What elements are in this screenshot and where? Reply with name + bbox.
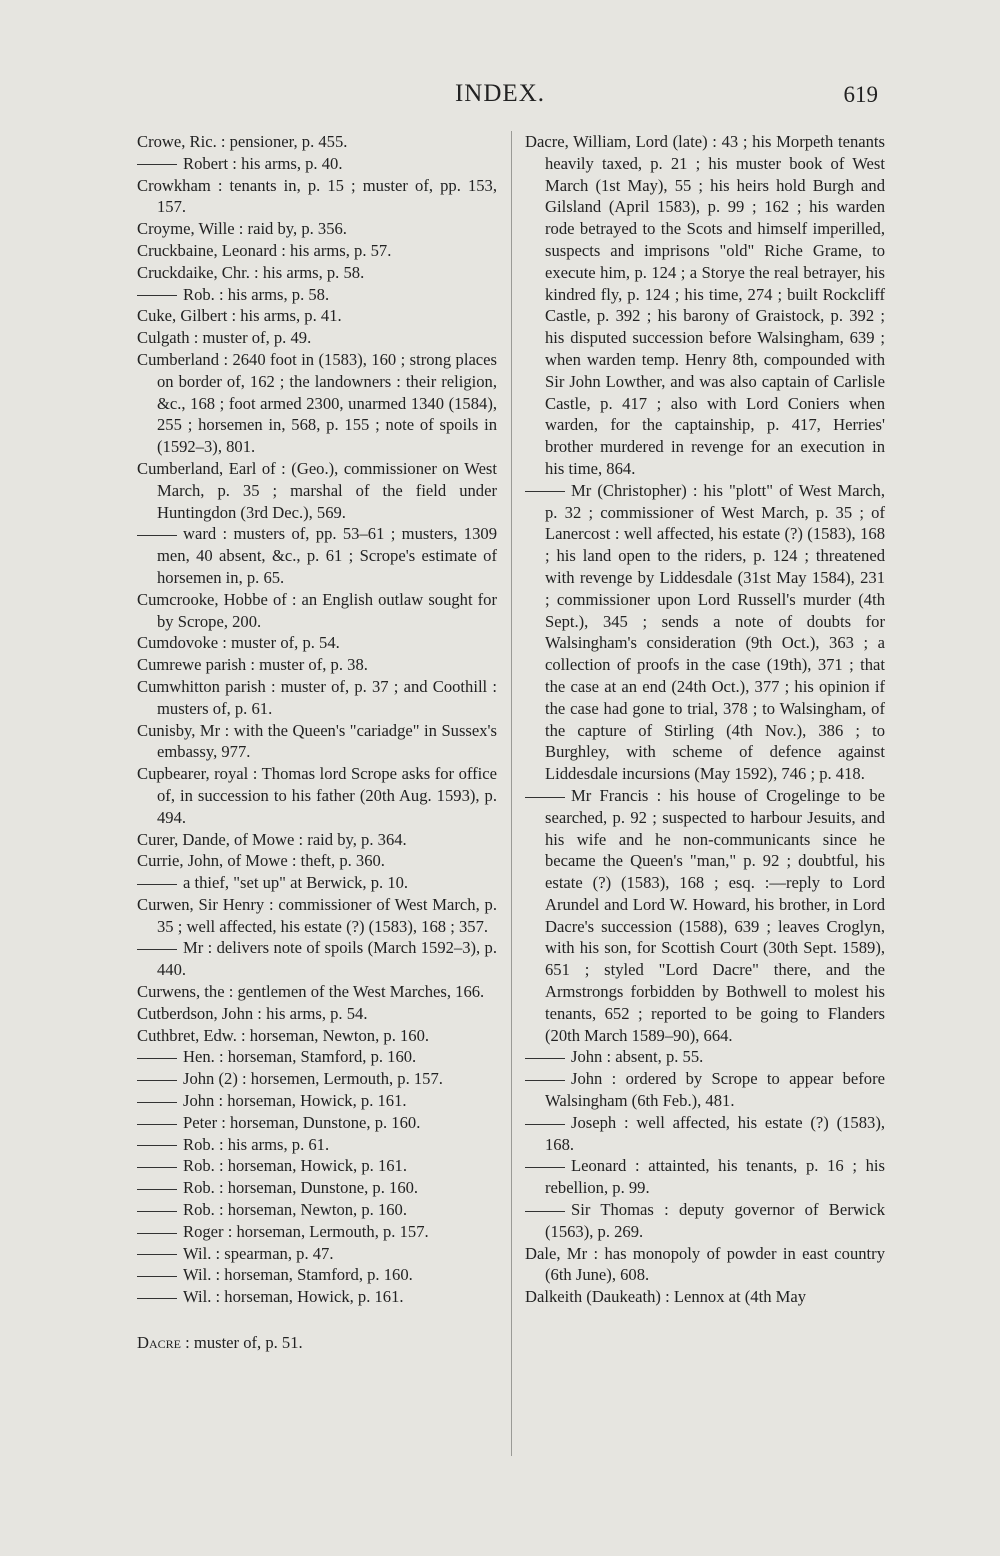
index-entry <box>137 458 497 523</box>
index-entry <box>137 872 497 894</box>
index-entry <box>137 1264 497 1286</box>
index-entry <box>137 676 497 720</box>
index-entry <box>137 284 497 306</box>
index-entry-text: Leonard : attainted, his tenants, p. 16 ; his rebellion, p. 99. <box>545 1156 885 1198</box>
column-divider <box>511 131 512 1456</box>
index-entry <box>137 1243 497 1265</box>
index-entry-text: Curwen, Sir Henry : commissioner of West March, p. 35 ; well affected, his estate (?) (1583), 168 ; 357. <box>137 894 497 936</box>
index-entry <box>137 1221 497 1243</box>
ditto-dash <box>525 1080 565 1081</box>
index-entry <box>137 1090 497 1112</box>
index-entry <box>137 1199 497 1221</box>
index-entry <box>137 327 497 349</box>
ditto-dash <box>525 1211 565 1212</box>
ditto-dash <box>525 1124 565 1125</box>
ditto-dash <box>137 164 177 165</box>
index-entry-text: Wil. : horseman, Howick, p. 161. <box>183 1287 404 1307</box>
index-entry-text: Cumberland : 2640 foot in (1583), 160 ; strong places on border of, 162 ; the landowners : their religion, &c., 168 ; foot armed 2300, unarmed 1340 (1584), 255 ; horsemen in, 568, p. 155 ; note of spoils in (1592–3), 801. <box>137 349 497 457</box>
page-title: INDEX. <box>454 80 545 107</box>
index-entry <box>137 175 497 219</box>
index-entry <box>137 937 497 981</box>
index-entry-text: Curer, Dande, of Mowe : raid by, p. 364. <box>137 829 407 849</box>
index-entry-text: Rob. : horseman, Newton, p. 160. <box>183 1200 407 1220</box>
ditto-dash <box>525 1167 565 1168</box>
index-entry-text: ward : musters of, pp. 53–61 ; musters, 1309 men, 40 absent, &c., p. 61 ; Scrope's estimate of horsemen in, p. 65. <box>157 524 497 587</box>
index-entry-text: Hen. : horseman, Stamford, p. 160. <box>183 1047 417 1067</box>
index-entry <box>137 131 497 153</box>
index-entry <box>525 785 885 1047</box>
index-entry-text: Crowe, Ric. : pensioner, p. 455. <box>137 132 348 151</box>
index-entry-text: Cumwhitton parish : muster of, p. 37 ; and Coothill : musters of, p. 61. <box>137 676 497 718</box>
index-entry-text: John : absent, p. 55. <box>571 1047 704 1067</box>
index-entry <box>137 632 497 654</box>
index-entry <box>137 720 497 764</box>
index-entry <box>137 1155 497 1177</box>
index-entry-text: a thief, "set up" at Berwick, p. 10. <box>183 873 409 893</box>
index-entry <box>525 1112 885 1156</box>
index-entry <box>137 218 497 240</box>
ditto-dash <box>525 797 565 798</box>
index-entry <box>137 349 497 458</box>
ditto-dash <box>137 1124 177 1125</box>
index-entry-text: Dacre, William, Lord (late) : 43 ; his Morpeth tenants heavily taxed, p. 21 ; his muster book of West March (1st May), 55 ; his heirs hold Burgh and Gilsland (April 1583), p. 99 ; 162 ; his warden rode betrayed to the Scots and himself imperilled, suspects and imprisons "old" Riche Grame, to execute him, p. 124 ; a Storye the real betrayer, his kindred fly, p. 124 ; his time, 274 ; built Rockcliff Castle, p. 392 ; his barony of Graistock, p. 392 ; his disputed succession before Walsingham, 639 ; when warden temp. Henry 8th, compounded with Sir John Lowther, and was also captain of Carlisle Castle, p. 417 ; also with Lord Coniers when warden, for the captainship, p. 417, Herries' brother murdered in revenge for an execution in his time, 864. <box>525 132 885 478</box>
index-entry <box>525 1286 885 1308</box>
ditto-dash <box>137 1102 177 1103</box>
index-entry-dacre-muster <box>137 1332 497 1354</box>
index-entry-text: Dale, Mr : has monopoly of powder in east country (6th June), 608. <box>525 1243 885 1285</box>
index-entry-text: Cumrewe parish : muster of, p. 38. <box>137 655 368 675</box>
ditto-dash <box>525 1058 565 1059</box>
index-entry-text: Croyme, Wille : raid by, p. 356. <box>137 219 347 239</box>
index-entry-text: Rob. : horseman, Dunstone, p. 160. <box>183 1178 419 1198</box>
index-column-right <box>525 131 885 1308</box>
index-entry-text: Culgath : muster of, p. 49. <box>137 328 312 348</box>
ditto-dash <box>137 1058 177 1059</box>
index-entry <box>525 1243 885 1287</box>
index-entry <box>525 480 885 785</box>
index-entry-text: John : ordered by Scrope to appear before Walsingham (6th Feb.), 481. <box>545 1069 885 1111</box>
index-entry <box>137 589 497 633</box>
index-entry-text: Cumberland, Earl of : (Geo.), commissioner on West March, p. 35 ; marshal of the field under Huntingdon (3rd Dec.), 569. <box>137 458 497 522</box>
index-entry-text: Crowkham : tenants in, p. 15 ; muster of, pp. 153, 157. <box>137 175 497 217</box>
ditto-dash <box>137 1233 177 1234</box>
index-entry <box>525 1046 885 1068</box>
index-entry-text: Cupbearer, royal : Thomas lord Scrope asks for office of, in succession to his father (20th Aug. 1593), p. 494. <box>137 764 497 827</box>
index-entry <box>137 262 497 284</box>
index-entry <box>137 523 497 588</box>
ditto-dash <box>137 1080 177 1081</box>
ditto-dash <box>137 1189 177 1190</box>
index-entry-text: Curwens, the : gentlemen of the West Marches, 166. <box>137 982 485 1002</box>
index-entry <box>137 894 497 938</box>
index-entry-text: Cuthbret, Edw. : horseman, Newton, p. 160. <box>137 1025 430 1045</box>
ditto-dash <box>137 1276 177 1277</box>
index-entry <box>137 1177 497 1199</box>
index-entry-text: : muster of, p. 51. <box>181 1333 303 1353</box>
index-entry <box>137 305 497 327</box>
index-entry-text: Cunisby, Mr : with the Queen's "cariadge" in Sussex's embassy, 977. <box>137 720 497 762</box>
index-entry-text: Cuke, Gilbert : his arms, p. 41. <box>137 306 342 326</box>
index-entry <box>137 1112 497 1134</box>
index-entry-text: Mr (Christopher) : his "plott" of West March, p. 32 ; commissioner of West March, p. 35 ; of Lanercost : well affected, his estate (?) (1583), 168 ; his land open to the riders, p. 124 ; threatened with revenge by Liddesdale (31st May 1584), 231 ; commissioner upon Lord Russell's murder (4th Sept.), 345 ; sends a note of doubts for Walsingham's consideration (9th Oct.), 363 ; a collection of proofs in the case (19th), 371 ; that the case at an end (24th Oct.), 377 ; his opinion if the case had gone to trial, 378 ; to Walsingham, of the capture of Stirling (4th Nov.), 386 ; to Burghley, with scheme of defence against Liddesdale incursions (May 1592), 746 ; p. 418. <box>545 480 885 784</box>
index-entry <box>525 1199 885 1243</box>
index-entry <box>525 1068 885 1112</box>
index-entry-text: Rob. : horseman, Howick, p. 161. <box>183 1156 407 1176</box>
ditto-dash <box>137 1211 177 1212</box>
index-entry-text: Cruckbaine, Leonard : his arms, p. 57. <box>137 240 392 260</box>
index-entry <box>137 763 497 828</box>
index-entry-text: John : horseman, Howick, p. 161. <box>183 1091 407 1111</box>
index-column-left <box>137 131 497 1354</box>
ditto-dash <box>137 535 177 536</box>
index-entry-text: Robert : his arms, p. 40. <box>183 153 343 173</box>
index-entry <box>137 1068 497 1090</box>
index-entry-text: Wil. : spearman, p. 47. <box>183 1243 334 1263</box>
ditto-dash <box>137 1254 177 1255</box>
index-entry <box>137 1003 497 1025</box>
index-entry <box>137 1046 497 1068</box>
ditto-dash <box>137 884 177 885</box>
index-entry-text: Roger : horseman, Lermouth, p. 157. <box>183 1221 429 1241</box>
index-entry-text: Mr : delivers note of spoils (March 1592–3), p. 440. <box>157 938 497 980</box>
index-entry <box>137 1025 497 1047</box>
index-entry-text: Cutberdson, John : his arms, p. 54. <box>137 1003 368 1023</box>
index-entry-text: Wil. : horseman, Stamford, p. 160. <box>183 1265 413 1285</box>
index-entry-text: Cumcrooke, Hobbe of : an English outlaw sought for by Scrope, 200. <box>137 589 497 631</box>
index-entry-text: Currie, John, of Mowe : theft, p. 360. <box>137 851 385 871</box>
page-number: 619 <box>843 82 878 107</box>
index-entry <box>137 654 497 676</box>
index-entry-text: Cumdovoke : muster of, p. 54. <box>137 633 340 653</box>
index-entry <box>525 131 885 480</box>
ditto-dash <box>137 1298 177 1299</box>
index-entry <box>137 153 497 175</box>
index-entry <box>137 981 497 1003</box>
index-entry-text: Joseph : well affected, his estate (?) (1583), 168. <box>545 1112 885 1154</box>
ditto-dash <box>137 1145 177 1146</box>
index-entry-text: John (2) : horsemen, Lermouth, p. 157. <box>183 1069 443 1089</box>
ditto-dash <box>525 491 565 492</box>
index-entry-text: Cruckdaike, Chr. : his arms, p. 58. <box>137 262 365 282</box>
index-entry <box>137 240 497 262</box>
index-headword: Dacre <box>137 1333 181 1353</box>
index-entry-text: Dalkeith (Daukeath) : Lennox at (4th May <box>525 1287 807 1307</box>
index-entry-text: Rob. : his arms, p. 61. <box>183 1134 330 1154</box>
index-entry <box>137 1134 497 1156</box>
index-entry-text: Rob. : his arms, p. 58. <box>183 284 330 304</box>
index-entry <box>137 850 497 872</box>
index-entry-text: Mr Francis : his house of Crogelinge to be searched, p. 92 ; suspected to harbour Jesuits, and his wife and he non-communicants since he became the Queen's "man," p. 92 ; doubtful, his estate (?) (1583), 168 ; esq. :—reply to Lord Arundel and Lord W. Howard, his brother, in Lord Dacre's succession (1588), 639 ; leaves Croglyn, with his son, for Scottish Court (30th Sept. 1589), 651 ; styled "Lord Dacre" there, and the Armstrongs forbidden by Bothwell to molest his tenants, 652 ; reported to be going to Flanders (20th March 1589–90), 664. <box>545 785 885 1045</box>
index-entry-text: Peter : horseman, Dunstone, p. 160. <box>183 1112 421 1132</box>
ditto-dash <box>137 949 177 950</box>
ditto-dash <box>137 1167 177 1168</box>
index-entry <box>137 829 497 851</box>
index-entry <box>137 1286 497 1308</box>
index-entry <box>525 1155 885 1199</box>
ditto-dash <box>137 295 177 296</box>
index-entry-text: Sir Thomas : deputy governor of Berwick (1563), p. 269. <box>545 1200 885 1241</box>
